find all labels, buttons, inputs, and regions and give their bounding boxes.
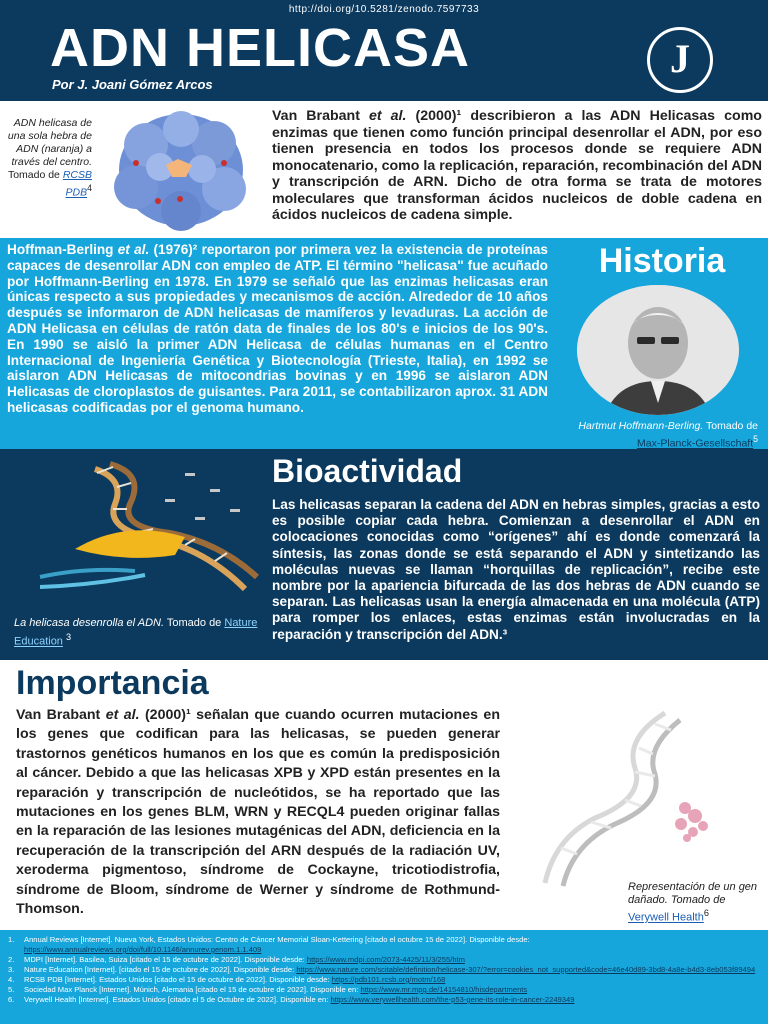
- importancia-paragraph: Van Brabant et al. (2000)¹ señalan que cuando ocurren mutaciones en los genes que codifican para las helicasas, se pueden generar trastornos genéticos humanos en los que es común la predisposición al cáncer. Debido a que las helicasas XPB y XPD están presentes en la reparación y transcripción de nucleótidos, se ha reportado que las mutaciones en los genes BLM, WRN y RECQL4 pueden originar fallas en la reparación de las lesiones mutagénicas del ADN, deficiencia en la recuperación de la transcripción del ARN después de la radiación UV, xeroderma pigmentoso, síndrome de Cockayne, tricotiodistrofia, síndrome de Bloom, síndrome de Werner y síndrome de Rothmund-Thomson.: [16, 707, 500, 918]
- reference-link[interactable]: https://www.nature.com/scitable/definition/helicase-307/?error=cookies_not_supported&code=46e40d89-3bd8-4a8e-b4d3-8eb053f89494: [296, 965, 756, 974]
- importancia-section: [0, 660, 768, 930]
- helicase-unwinding-image: [35, 459, 260, 599]
- reference-item: 6. Verywell Health [Internet]. Estados Unidos [citado el 5 de Octubre de 2022]. Disponible en: https://www.verywellhealth.com/the-p53-gene-its-role-in-cancer-2249349: [8, 995, 575, 1004]
- reference-item: 4. RCSB PDB [Internet]. Estados Unidos [citado el 15 de octubre de 2022]. Disponible desde: https://pdb101.rcsb.org/motm/168: [8, 975, 446, 984]
- verywell-health-link[interactable]: Verywell Health: [628, 911, 704, 924]
- bioactividad-paragraph: Las helicasas separan la cadena del ADN en hebras simples, gracias a esto es posible copiar cada hebra. Comienzan a desenrollar el ADN en colocaciones conocidas como “orígenes” ahí es donde comenzará la síntesis, las zonas donde se está separando el ADN y sintetizando las moléculas nuevas se llaman “horquillas de replicación”, recibe este nombre por la apariencia bifurcada de las dos hebras de ADN cuando se separan. Las helicasas usan la energía almacenada en una molécula (ATP) para romper los enlaces, estas enzimas están involucradas en la reparación y transcripción del ADN.³: [272, 497, 760, 642]
- reference-link[interactable]: https://www.annualreviews.org/doi/full/10.1146/annurev.genom.1.1.409: [24, 945, 262, 954]
- intro-caption-source: Tomado de: [7, 169, 60, 181]
- nucleotides: [165, 473, 240, 520]
- historia-paragraph: Hoffman-Berling et al. (1976)² reportaron por primera vez la existencia de proteínas capaces de desenrollar ADN con empleo de ATP. El término "helicasa" fue acuñado por Hoffmann-Berling en 1978. En 1979 se señaló que las enzimas helicasas eran únicas respecto a sus propiedades y mecanismos de acción. Alrededor de 10 años después se informaron de ADN helicasas de mamíferos y levaduras. La acción de ADN Helicasa en células de ratón data de finales de los 80's e inicios de los 90's. En 1990 se aisló la primer ADN Helicasa de células humanas en el Centro Internacional de Ingeniería Genética y Biotecnología (Trieste, Italia), en 1992 se aislaron ADN Helicasas de mitocondrias bovinas y en 1996 se aislaron ADN Helicasas de cloroplastos de guisantes. Para 2011, se contabilizaron aprox. 31 ADN helicasas codificadas por el genoma humano.: [7, 242, 548, 415]
- helicase-structure-image: [96, 107, 266, 233]
- intro-image-caption: [6, 117, 92, 200]
- damage-spot: [675, 802, 708, 842]
- reference-link[interactable]: https://www.verywellhealth.com/the-p53-gene-its-role-in-cancer-2249349: [330, 995, 575, 1004]
- rcsb-pdb-link[interactable]: RCSB PDB: [62, 169, 92, 199]
- references-list: [0, 930, 768, 1005]
- bioactividad-section: [0, 449, 768, 660]
- header-banner: [0, 0, 768, 101]
- historia-heading: Historia: [598, 242, 726, 280]
- portrait-photo: [577, 285, 739, 415]
- journal-logo: J: [647, 27, 713, 93]
- doi-link[interactable]: http://doi.org/10.5281/zenodo.7597733: [288, 4, 480, 15]
- bioactividad-heading: Bioactividad: [272, 453, 463, 489]
- helicase-enzyme: [75, 530, 185, 558]
- reference-link[interactable]: https://pdb101.rcsb.org/motm/168: [331, 975, 446, 984]
- intro-caption-text: ADN helicasa de una sola hebra de ADN (naranja) a través del centro.: [7, 117, 92, 168]
- historia-section: [0, 238, 768, 449]
- reference-item: 3. Nature Education [Internet]. [citado el 15 de octubre de 2022]. Disponible desde: https://www.nature.com/scitable/definition/helicase-307/?error=cookies_not_supported&code=46e40d89-3bd8-4a8e-b4d3-8eb053f89494: [8, 965, 756, 974]
- references-section: [0, 930, 768, 1024]
- intro-paragraph: Van Brabant et al. (2000)¹ describieron a las ADN Helicasas como enzimas que tienen como función principal desenrollar el ADN, por eso tienen presencia en todos los procesos donde se requiere ADN monocatenario, como la replicación, reparación, recombinación del ADN y transcripción de ARN. Dicho de otra forma se trata de motores moleculares que transforman ácidos nucleicos de doble cadena en ácidos nucleicos de cadena simple.: [272, 108, 762, 223]
- dna-strands: [545, 713, 680, 886]
- intro-caption-ref: 4: [87, 183, 92, 193]
- page-title: ADN HELICASA: [50, 18, 471, 78]
- max-planck-link[interactable]: Max-Planck-Gesellschaft: [637, 437, 754, 450]
- bio-image-caption: La helicasa desenrolla el ADN. Tomado de Nature Education $^3$: [14, 617, 258, 648]
- importancia-image-caption: Representación de un gen dañado. Tomado de Verywell Health$^6$: [628, 881, 758, 924]
- reference-link[interactable]: https://www.mdpi.com/2073-4425/11/3/255/htm: [306, 955, 465, 964]
- damaged-gene-image: [515, 708, 715, 888]
- importancia-heading: Importancia: [16, 664, 209, 702]
- author-line: Por J. Joani Gómez Arcos: [52, 77, 213, 92]
- intro-section: [0, 101, 768, 238]
- portrait-illustration: [577, 285, 739, 415]
- reference-item: 2. MDPI [Internet]. Basilea, Suiza [citado el 15 de octubre de 2022]. Disponible desde: https://www.mdpi.com/2073-4425/11/3/255/htm: [8, 955, 465, 964]
- reference-item: 1. Annual Reviews [Internet]. Nueva York, Estados Unidos: Centro de Cáncer Memorial Sloan-Kettering [citado el octubre 15 de 2022]. Disponible desde: https://www.annualreviews.org/doi/full/10.1146/annurev.genom.1.1.409: [8, 935, 530, 954]
- reference-item: 5. Sociedad Max Planck [Internet]. Múnich, Alemania [citado el 15 de octubre de 2022]. Disponible en: https://www.mr.mpg.de/14154810/hisdepartments: [8, 985, 528, 994]
- nature-education-link[interactable]: Nature Education: [14, 617, 258, 648]
- reference-link[interactable]: https://www.mr.mpg.de/14154810/hisdepartments: [360, 985, 528, 994]
- portrait-caption: Hartmut Hoffmann-Berling. Tomado de Max-Planck-Gesellschaft$^5$: [578, 420, 758, 450]
